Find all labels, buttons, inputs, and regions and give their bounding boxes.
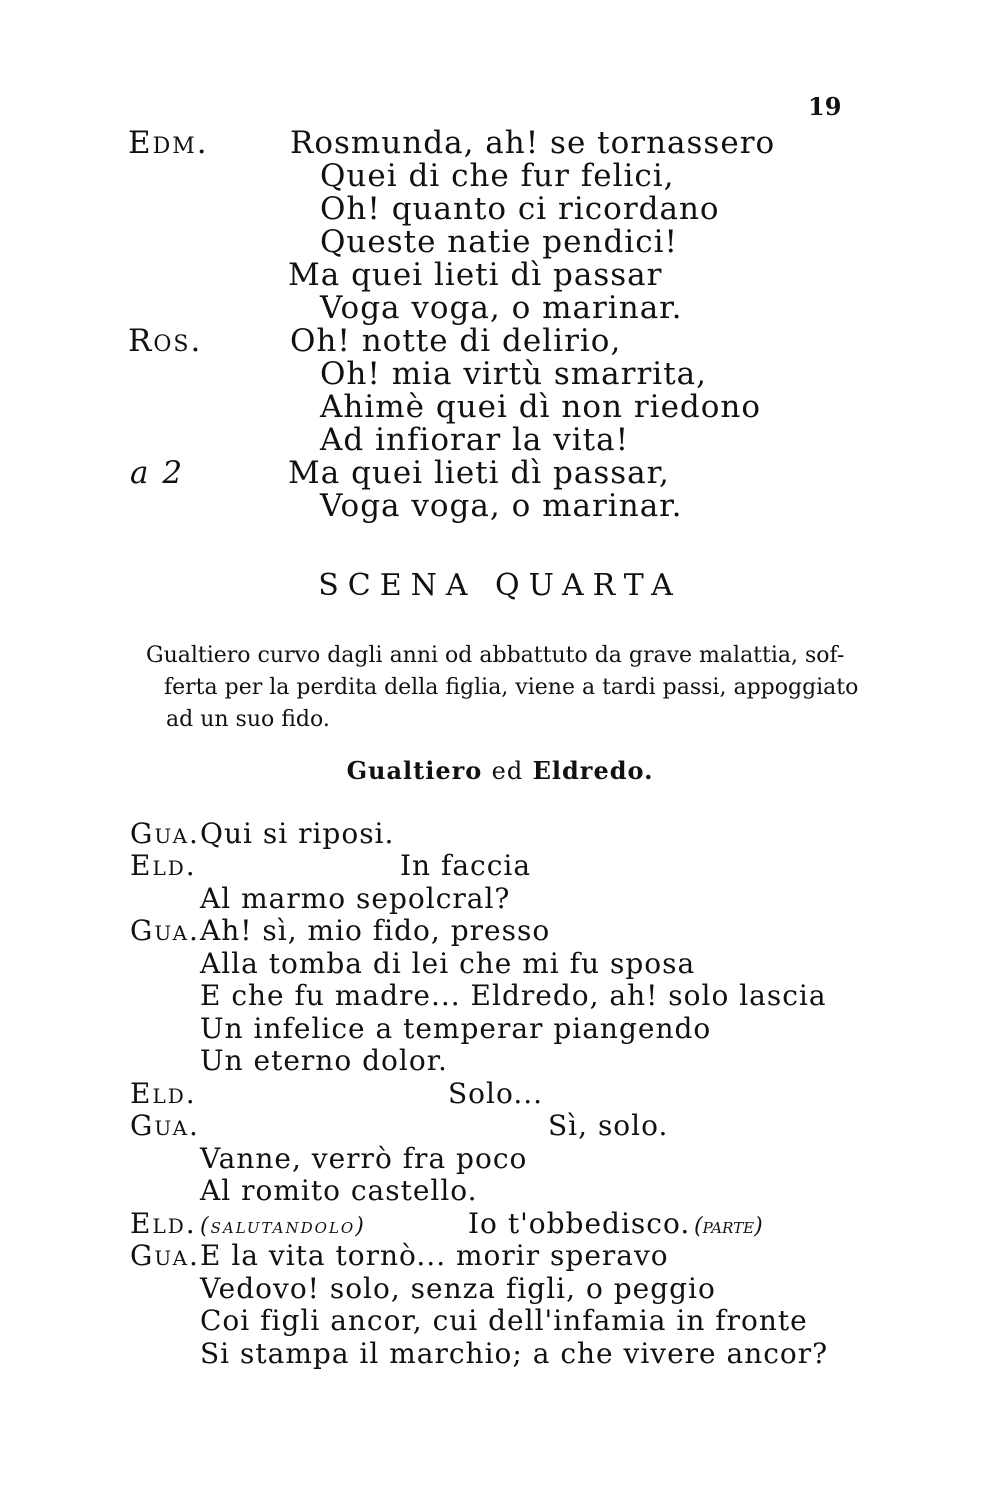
dialogue-line: Si stampa il marchio; a che vivere ancor? [200,1337,829,1370]
dialogue-line: E la vita tornò... morir speravo [200,1239,669,1272]
stage-direction-exit: (parte) [694,1214,763,1239]
verse-line: Ahimè quei dì non riedono [320,389,762,425]
verse-line: Oh! mia virtù smarrita, [320,356,707,392]
speaker-label: Eld. [130,1077,197,1110]
characters-heading [0,756,1000,785]
stage-direction [146,640,866,736]
dialogue-line: Ah! sì, mio fido, presso [200,914,551,947]
dialogue-line: Sì, solo. [548,1109,669,1142]
speaker-label: Gua. [130,914,200,947]
page-number: 19 [808,92,842,121]
dialogue-line: Al romito castello. [200,1174,478,1207]
verse-line: Voga voga, o marinar. [320,290,683,326]
dialogue-line: Solo... [448,1077,544,1110]
verse-line: Ad infiorar la vita! [320,422,630,458]
verse-line: Rosmunda, ah! se tornassero [290,125,776,161]
speaker-label: Edm. [128,125,209,161]
speaker-label: Gua. [130,1239,200,1272]
verse-line: Quei di che fur felici, [320,158,675,194]
speaker-label: Gua. [130,817,200,850]
stage-direction-inline: (salutandolo) [200,1214,366,1239]
stage-direction-line: Gualtiero curvo dagli anni od abbattuto da grave malattia, sof- [146,643,845,668]
dialogue-line: Alla tomba di lei che mi fu sposa [200,947,696,980]
dialogue-line: Un eterno dolor. [200,1044,448,1077]
dialogue-line: E che fu madre... Eldredo, ah! solo lascia [200,979,827,1012]
character-name: Gualtiero [346,756,483,785]
verse-line: Ma quei lieti dì passar, [288,455,670,491]
dialogue-line: In faccia [400,849,532,882]
speaker-label: a 2 [130,455,185,491]
scene-title: SCENA QUARTA [318,568,682,603]
verse-line: Queste natie pendici! [320,224,678,260]
speaker-label: Eld. [130,849,197,882]
speaker-label: Gua. [130,1109,200,1142]
dialogue-line: Qui si riposi. [200,817,395,850]
speaker-label: Eld. [130,1207,197,1240]
dialogue-line: Coi figli ancor, cui dell'infamia in fronte [200,1304,808,1337]
dialogue-line: Al marmo sepolcral? [200,882,511,915]
dialogue-line: Un infelice a temperar piangendo [200,1012,712,1045]
character-name: Eldredo. [532,756,654,785]
verse-line: Oh! notte di delirio, [290,323,622,359]
stage-direction-line: ferta per la perdita della figlia, viene a tardi passi, appoggiato [164,675,859,700]
dialogue-line: Io t'obbedisco. [468,1207,691,1240]
dialogue-line: Vedovo! solo, senza figli, o peggio [200,1272,716,1305]
stage-direction-line: ad un suo fido. [166,707,330,732]
speaker-label: Ros. [128,323,203,359]
character-conjunction: ed [491,757,524,785]
verse-line: Oh! quanto ci ricordano [320,191,720,227]
verse-line: Voga voga, o marinar. [320,488,683,524]
verse-line: Ma quei lieti dì passar [288,257,663,293]
dialogue-line: Vanne, verrò fra poco [200,1142,528,1175]
